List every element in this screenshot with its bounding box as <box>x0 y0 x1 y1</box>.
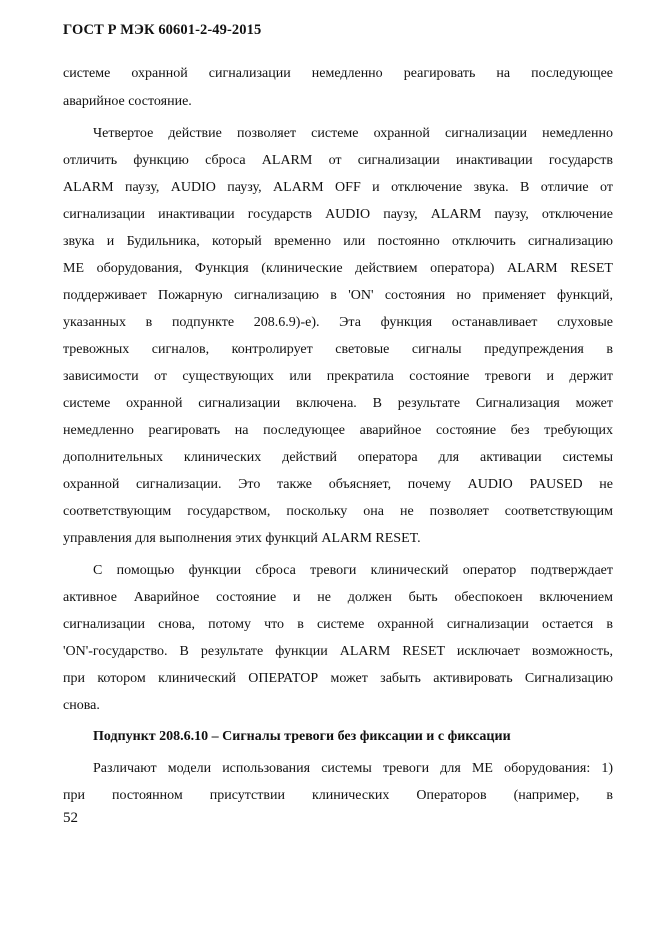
text-line: системе охранной сигнализации включена. В результате Сигнализация может <box>63 396 613 411</box>
text-line: сигнализации снова, потому что в системе охранной сигнализации остается в <box>63 617 613 632</box>
text-line: зависимости от существующих или прекратила состояние тревоги и держит <box>63 369 613 384</box>
text-line: системе охранной сигнализации немедленно реагировать на последующее <box>63 66 613 81</box>
text-line: сигнализации инактивации государств AUDIO паузу, ALARM паузу, отключение <box>63 207 613 222</box>
page-number: 52 <box>63 810 78 826</box>
text-line: указанных в подпункте 208.6.9)-е). Эта функция останавливает слуховые <box>63 315 613 330</box>
text-line: отличить функцию сброса ALARM от сигнализации инактивации государств <box>63 153 613 168</box>
subsection-heading: Подпункт 208.6.10 – Сигналы тревоги без фиксации и с фиксации <box>93 729 511 744</box>
text-line: немедленно реагировать на последующее аварийное состояние без требующих <box>63 423 613 438</box>
text-line: Различают модели использования системы тревоги для ME оборудования: 1) <box>93 761 613 776</box>
text-line: звука и Будильника, который временно или постоянно отключить сигнализацию <box>63 234 613 249</box>
text-line: тревожных сигналов, контролирует световые сигналы предупреждения в <box>63 342 613 357</box>
text-line: при постоянном присутствии клинических Операторов (например, в <box>63 788 613 803</box>
text-line: охранной сигнализации. Это также объясняет, почему AUDIO PAUSED не <box>63 477 613 492</box>
text-line: Четвертое действие позволяет системе охранной сигнализации немедленно <box>93 126 613 141</box>
text-line: ME оборудования, Функция (клинические действием оператора) ALARM RESET <box>63 261 613 276</box>
text-line: активное Аварийное состояние и не должен быть обеспокоен включением <box>63 590 613 605</box>
text-line: снова. <box>63 698 100 713</box>
text-line: дополнительных клинических действий оператора для активации системы <box>63 450 613 465</box>
document-header: ГОСТ Р МЭК 60601-2-49-2015 <box>63 22 262 38</box>
text-line: при котором клинический ОПЕРАТОР может забыть активировать Сигнализацию <box>63 671 613 686</box>
text-line: аварийное состояние. <box>63 94 192 109</box>
text-line: соответствующим государством, поскольку она не позволяет соответствующим <box>63 504 613 519</box>
text-line: С помощью функции сброса тревоги клинический оператор подтверждает <box>93 563 613 578</box>
text-line: управления для выполнения этих функций ALARM RESET. <box>63 531 421 546</box>
text-line: ALARM паузу, AUDIO паузу, ALARM OFF и отключение звука. В отличие от <box>63 180 613 195</box>
text-line: поддерживает Пожарную сигнализацию в 'ON' состояния но применяет функций, <box>63 288 613 303</box>
text-line: 'ON'-государство. В результате функции ALARM RESET исключает возможность, <box>63 644 613 659</box>
